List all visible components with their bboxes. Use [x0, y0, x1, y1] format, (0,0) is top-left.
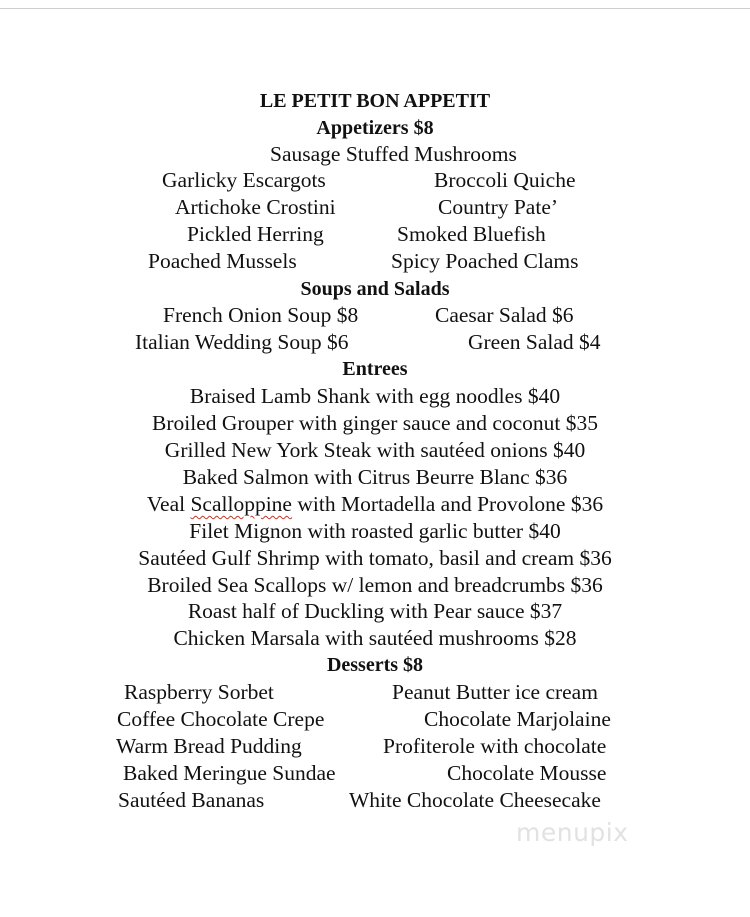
entree-item: Sautéed Gulf Shrimp with tomato, basil and cream $36: [138, 546, 612, 570]
entree-item: [0, 491, 750, 517]
appetizer-item: Smoked Bluefish: [397, 222, 546, 246]
appetizer-item: Country Pate’: [438, 195, 559, 219]
desserts-heading: Desserts $8: [326, 654, 424, 676]
entree-text: with Mortadella and Provolone $36: [291, 492, 604, 516]
soup-salad-item: French Onion Soup $8: [163, 303, 359, 327]
appetizer-item: Broccoli Quiche: [434, 168, 576, 192]
dessert-item: Chocolate Marjolaine: [424, 707, 611, 731]
entree-item: Roast half of Duckling with Pear sauce $37: [187, 599, 563, 623]
soup-salad-item: Caesar Salad $6: [435, 303, 574, 327]
dessert-item: Sautéed Bananas: [118, 788, 265, 812]
entrees-heading: Entrees: [342, 358, 408, 380]
entree-item: Filet Mignon with roasted garlic butter $40: [189, 519, 561, 543]
soup-salad-item: Green Salad $4: [468, 330, 601, 354]
dessert-item: Baked Meringue Sundae: [123, 761, 336, 785]
appetizers-heading: Appetizers $8: [316, 117, 434, 139]
entree-item: Broiled Grouper with ginger sauce and coconut $35: [152, 411, 598, 435]
dessert-item: Raspberry Sorbet: [124, 680, 274, 704]
entree-item: Grilled New York Steak with sautéed onions $40: [164, 438, 586, 462]
dessert-item: Peanut Butter ice cream: [392, 680, 598, 704]
entree-item: Chicken Marsala with sautéed mushrooms $28: [173, 626, 577, 650]
dessert-item: Profiterole with chocolate: [383, 734, 607, 758]
appetizer-item: Poached Mussels: [148, 249, 297, 273]
appetizer-item: Pickled Herring: [187, 222, 324, 246]
entree-text: Veal: [146, 492, 191, 516]
soup-salad-item: Italian Wedding Soup $6: [135, 330, 349, 354]
appetizer-item: Artichoke Crostini: [175, 195, 336, 219]
spellcheck-flagged-word: Scalloppine: [190, 492, 292, 516]
dessert-item: Chocolate Mousse: [447, 761, 607, 785]
top-divider: [0, 8, 750, 9]
menupix-watermark: menupix: [516, 818, 629, 847]
entree-item: Braised Lamb Shank with egg noodles $40: [189, 384, 561, 408]
restaurant-title: LE PETIT BON APPETIT: [259, 90, 491, 112]
dessert-item: Warm Bread Pudding: [116, 734, 302, 758]
appetizer-item: Spicy Poached Clams: [391, 249, 579, 273]
dessert-item: Coffee Chocolate Crepe: [117, 707, 325, 731]
appetizer-item: Garlicky Escargots: [162, 168, 326, 192]
soups-salads-heading: Soups and Salads: [300, 278, 450, 300]
entree-item: Broiled Sea Scallops w/ lemon and breadcrumbs $36: [147, 573, 603, 597]
appetizer-featured-item: Sausage Stuffed Mushrooms: [270, 142, 517, 166]
dessert-item: White Chocolate Cheesecake: [349, 788, 601, 812]
entree-item: Baked Salmon with Citrus Beurre Blanc $36: [182, 465, 568, 489]
